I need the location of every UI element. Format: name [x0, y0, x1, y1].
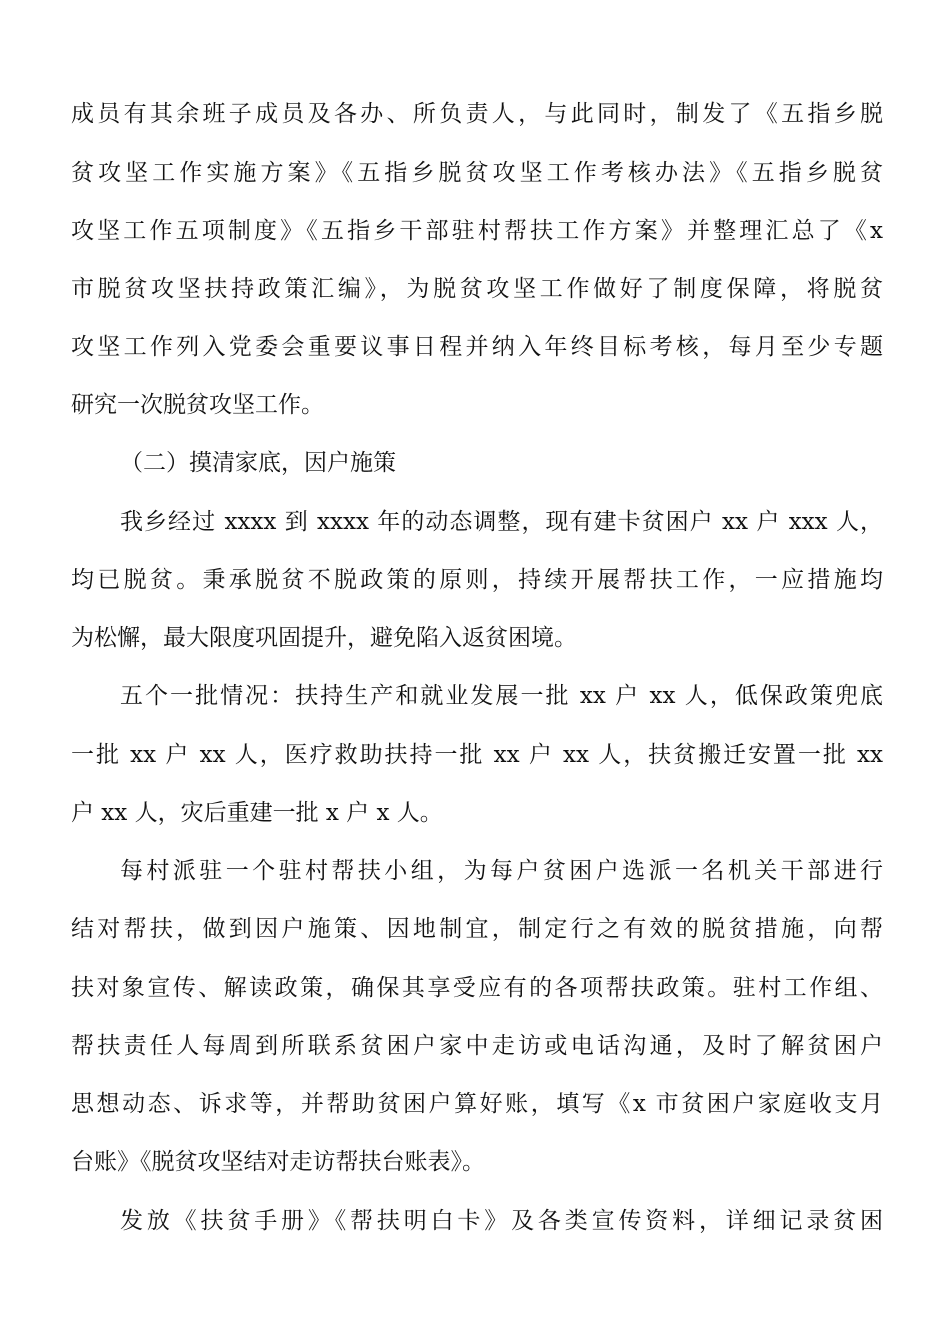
- body-text-line: 成员有其余班子成员及各办、所负责人，与此同时，制发了《五指乡脱: [71, 101, 883, 127]
- body-text-line: 我乡经过 xxxx 到 xxxx 年的动态调整，现有建卡贫困户 xx 户 xxx 人，: [120, 509, 883, 535]
- body-text-line: 研究一次脱贫攻坚工作。: [71, 392, 324, 418]
- body-text-line: 户 xx 人，灾后重建一批 x 户 x 人。: [71, 800, 443, 826]
- body-text-line: 扶对象宣传、解读政策，确保其享受应有的各项帮扶政策。驻村工作组、: [71, 975, 883, 1001]
- body-text-line: 思想动态、诉求等，并帮助贫困户算好账，填写《x 市贫困户家庭收支月: [71, 1091, 883, 1117]
- body-text-line: 台账》《脱贫攻坚结对走访帮扶台账表》。: [71, 1149, 485, 1175]
- body-text-line: 为松懈，最大限度巩固提升，避免陷入返贫困境。: [71, 625, 577, 651]
- body-text-line: 均已脱贫。秉承脱贫不脱政策的原则，持续开展帮扶工作，一应措施均: [71, 567, 883, 593]
- body-text-line: 贫攻坚工作实施方案》《五指乡脱贫攻坚工作考核办法》《五指乡脱贫: [71, 160, 883, 186]
- body-text-line: 五个一批情况：扶持生产和就业发展一批 xx 户 xx 人，低保政策兜底: [120, 683, 883, 709]
- body-text-line: 发放《扶贫手册》《帮扶明白卡》及各类宣传资料，详细记录贫困: [120, 1208, 883, 1234]
- section-heading: （二）摸清家底，因户施策: [120, 450, 396, 476]
- body-text-line: 一批 xx 户 xx 人，医疗救助扶持一批 xx 户 xx 人，扶贫搬迁安置一批 xx: [71, 742, 883, 768]
- body-text-line: 每村派驻一个驻村帮扶小组，为每户贫困户选派一名机关干部进行: [120, 858, 883, 884]
- body-text-line: 攻坚工作列入党委会重要议事日程并纳入年终目标考核，每月至少专题: [71, 334, 883, 360]
- body-text-line: 市脱贫攻坚扶持政策汇编》，为脱贫攻坚工作做好了制度保障，将脱贫: [71, 276, 883, 302]
- body-text-line: 帮扶责任人每周到所联系贫困户家中走访或电话沟通，及时了解贫困户: [71, 1033, 883, 1059]
- body-text-line: 结对帮扶，做到因户施策、因地制宜，制定行之有效的脱贫措施，向帮: [71, 916, 883, 942]
- body-text-line: 攻坚工作五项制度》《五指乡干部驻村帮扶工作方案》并整理汇总了《x: [71, 218, 883, 244]
